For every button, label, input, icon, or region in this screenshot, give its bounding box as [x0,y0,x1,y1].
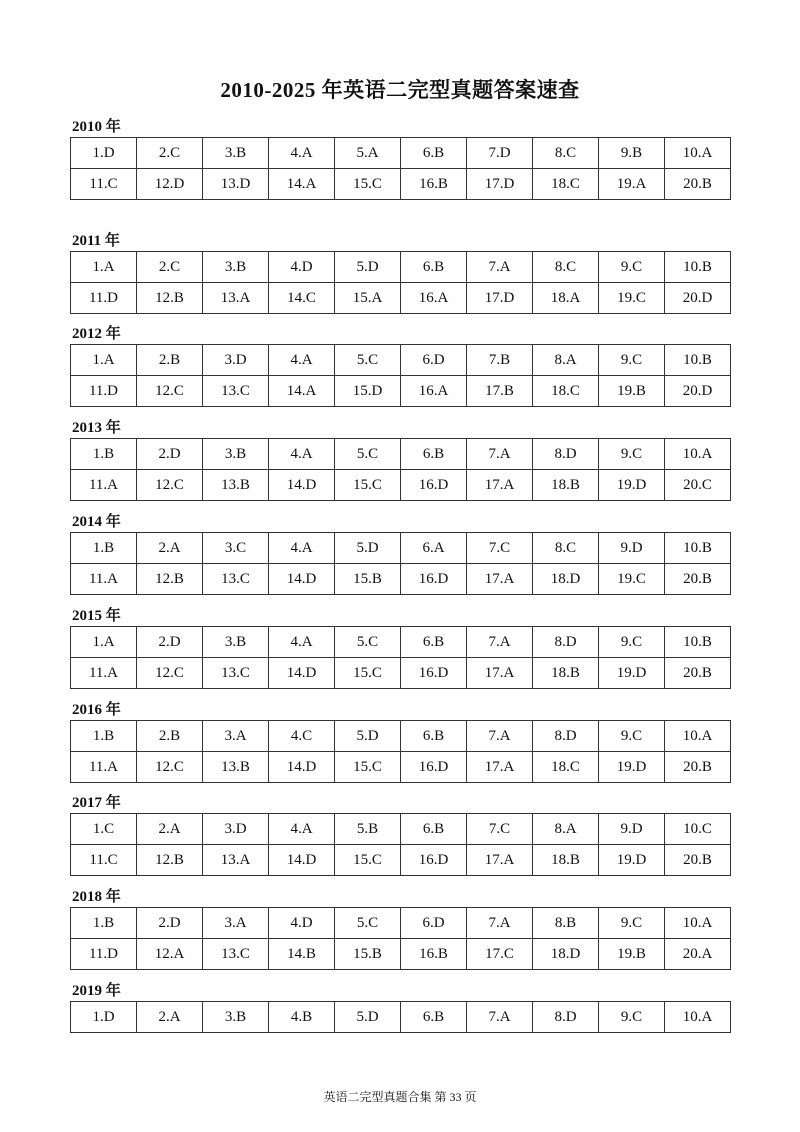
answer-cell: 2.A [137,1002,203,1033]
answer-cell: 16.B [401,939,467,970]
answer-cell: 1.B [71,721,137,752]
answer-cell: 15.C [335,470,401,501]
answer-cell: 6.A [401,533,467,564]
answer-cell: 10.B [665,252,731,283]
answer-cell: 16.D [401,752,467,783]
answer-cell: 8.C [533,138,599,169]
answer-cell: 9.D [599,533,665,564]
answer-cell: 12.C [137,658,203,689]
year-label: 2011 年 [72,233,120,249]
answer-cell: 14.D [269,470,335,501]
answer-cell: 12.B [137,845,203,876]
year-section [70,117,732,200]
answer-cell: 1.D [71,138,137,169]
answer-row [71,752,731,783]
answer-cell: 17.B [467,376,533,407]
answer-cell: 4.A [269,345,335,376]
answer-cell: 4.A [269,439,335,470]
answer-table [70,344,731,407]
answer-cell: 1.B [71,908,137,939]
answer-cell: 10.A [665,439,731,470]
answer-cell: 10.A [665,721,731,752]
answer-row [71,564,731,595]
answer-cell: 18.B [533,658,599,689]
answer-cell: 6.B [401,439,467,470]
answer-cell: 10.B [665,627,731,658]
answer-cell: 14.D [269,752,335,783]
answer-cell: 2.D [137,439,203,470]
answer-cell: 10.C [665,814,731,845]
answer-row [71,169,731,200]
answer-cell: 16.B [401,169,467,200]
year-label: 2013 年 [72,420,121,436]
answer-cell: 3.D [203,345,269,376]
year-label: 2016 年 [72,702,121,718]
answer-cell: 16.D [401,658,467,689]
answer-cell: 6.B [401,627,467,658]
answer-cell: 14.D [269,658,335,689]
answer-cell: 6.B [401,252,467,283]
answer-cell: 17.A [467,658,533,689]
answer-row [71,345,731,376]
answer-cell: 7.A [467,908,533,939]
answer-cell: 4.A [269,814,335,845]
answer-cell: 8.D [533,627,599,658]
answer-cell: 5.B [335,814,401,845]
answer-cell: 15.C [335,752,401,783]
answer-cell: 20.D [665,283,731,314]
answer-cell: 2.A [137,814,203,845]
answer-table [70,626,731,689]
answer-cell: 15.B [335,939,401,970]
answer-cell: 16.D [401,470,467,501]
answer-cell: 20.B [665,564,731,595]
answer-cell: 6.B [401,1002,467,1033]
answer-row [71,252,731,283]
answer-cell: 20.D [665,376,731,407]
answer-row [71,376,731,407]
year-label: 2019 年 [72,983,121,999]
answer-cell: 18.C [533,752,599,783]
answer-cell: 3.B [203,1002,269,1033]
answer-cell: 4.D [269,908,335,939]
answer-cell: 4.B [269,1002,335,1033]
answer-cell: 10.A [665,1002,731,1033]
answer-cell: 11.C [71,169,137,200]
answer-table [70,438,731,501]
answer-cell: 7.D [467,138,533,169]
answer-table [70,532,731,595]
answer-cell: 5.D [335,721,401,752]
answer-cell: 7.A [467,721,533,752]
answer-cell: 2.B [137,721,203,752]
answer-cell: 11.D [71,283,137,314]
answer-cell: 5.C [335,345,401,376]
answer-table [70,137,731,200]
answer-cell: 11.A [71,752,137,783]
answer-cell: 1.D [71,1002,137,1033]
answer-cell: 15.C [335,845,401,876]
answer-cell: 18.D [533,564,599,595]
answer-cell: 5.D [335,533,401,564]
answer-cell: 12.C [137,470,203,501]
answer-cell: 15.B [335,564,401,595]
year-section [70,700,732,783]
answer-cell: 19.B [599,939,665,970]
answer-cell: 11.A [71,470,137,501]
answer-cell: 19.D [599,845,665,876]
answer-cell: 8.D [533,439,599,470]
answer-row [71,470,731,501]
answer-cell: 19.A [599,169,665,200]
answer-cell: 7.C [467,814,533,845]
answer-cell: 15.A [335,283,401,314]
answer-cell: 3.B [203,138,269,169]
answer-cell: 18.B [533,845,599,876]
answer-cell: 5.C [335,627,401,658]
year-section [70,418,732,501]
year-section [70,512,732,595]
answer-cell: 1.B [71,439,137,470]
answer-cell: 11.A [71,658,137,689]
answer-cell: 6.D [401,345,467,376]
answer-table [70,907,731,970]
answer-cell: 15.D [335,376,401,407]
answer-cell: 17.C [467,939,533,970]
answer-cell: 9.C [599,345,665,376]
answer-cell: 2.C [137,138,203,169]
answer-row [71,814,731,845]
answer-table [70,251,731,314]
answer-row [71,658,731,689]
answer-cell: 2.D [137,627,203,658]
answer-cell: 16.D [401,845,467,876]
answer-cell: 4.C [269,721,335,752]
answer-cell: 13.A [203,283,269,314]
year-section [70,981,732,1033]
answer-cell: 13.D [203,169,269,200]
answer-cell: 19.D [599,658,665,689]
answer-cell: 7.B [467,345,533,376]
answer-cell: 6.B [401,138,467,169]
answer-row [71,283,731,314]
page-footer: 英语二完型真题合集 第 33 页 [323,1090,477,1104]
answer-cell: 13.A [203,845,269,876]
answer-cell: 13.C [203,564,269,595]
year-section [70,793,732,876]
answer-cell: 1.A [71,345,137,376]
answer-cell: 19.D [599,470,665,501]
answer-cell: 2.A [137,533,203,564]
answer-cell: 20.B [665,752,731,783]
answer-cell: 7.A [467,252,533,283]
answer-cell: 20.A [665,939,731,970]
answer-cell: 7.A [467,439,533,470]
year-label: 2010 年 [72,119,121,135]
answer-cell: 3.D [203,814,269,845]
answer-cell: 15.C [335,169,401,200]
answer-cell: 14.D [269,845,335,876]
answer-cell: 6.B [401,814,467,845]
answer-cell: 13.C [203,376,269,407]
answer-cell: 2.D [137,908,203,939]
answer-cell: 9.C [599,252,665,283]
answer-cell: 2.B [137,345,203,376]
answer-cell: 8.C [533,533,599,564]
year-section [70,606,732,689]
answer-cell: 13.B [203,470,269,501]
answer-cell: 4.A [269,138,335,169]
answer-cell: 10.B [665,345,731,376]
answer-cell: 11.A [71,564,137,595]
answer-cell: 9.C [599,1002,665,1033]
answer-cell: 12.B [137,564,203,595]
answer-cell: 7.A [467,627,533,658]
answer-cell: 1.C [71,814,137,845]
answer-cell: 9.B [599,138,665,169]
answer-cell: 6.D [401,908,467,939]
answer-cell: 11.C [71,845,137,876]
answer-cell: 16.A [401,283,467,314]
answer-cell: 19.C [599,564,665,595]
answer-cell: 14.A [269,169,335,200]
answer-cell: 12.B [137,283,203,314]
answer-cell: 17.A [467,564,533,595]
answer-table [70,813,731,876]
answer-table [70,1001,731,1033]
answer-row [71,138,731,169]
answer-cell: 9.C [599,721,665,752]
answer-cell: 20.B [665,658,731,689]
answer-row [71,1002,731,1033]
answer-row [71,439,731,470]
answer-cell: 3.A [203,721,269,752]
answer-cell: 18.C [533,169,599,200]
answer-cell: 17.A [467,752,533,783]
answer-cell: 4.A [269,627,335,658]
answer-cell: 19.D [599,752,665,783]
answer-cell: 12.C [137,376,203,407]
year-label: 2012 年 [72,326,121,342]
answer-cell: 8.D [533,721,599,752]
answer-cell: 1.A [71,252,137,283]
answer-cell: 3.B [203,439,269,470]
answer-cell: 5.C [335,908,401,939]
answer-cell: 17.A [467,470,533,501]
answer-cell: 8.D [533,1002,599,1033]
answer-cell: 12.D [137,169,203,200]
answer-cell: 10.A [665,908,731,939]
answer-cell: 16.A [401,376,467,407]
answer-cell: 7.A [467,1002,533,1033]
answer-cell: 8.A [533,814,599,845]
answer-cell: 15.C [335,658,401,689]
answer-cell: 9.C [599,627,665,658]
answer-cell: 14.A [269,376,335,407]
answer-cell: 12.A [137,939,203,970]
year-section [70,887,732,970]
answer-cell: 3.B [203,252,269,283]
answer-cell: 5.D [335,252,401,283]
answer-row [71,939,731,970]
answer-cell: 8.B [533,908,599,939]
answer-cell: 12.C [137,752,203,783]
answer-cell: 4.A [269,533,335,564]
year-label: 2017 年 [72,795,121,811]
answer-cell: 8.A [533,345,599,376]
answer-cell: 17.D [467,169,533,200]
answer-cell: 10.A [665,138,731,169]
answer-cell: 1.A [71,627,137,658]
answer-cell: 7.C [467,533,533,564]
answer-cell: 5.C [335,439,401,470]
answer-cell: 3.C [203,533,269,564]
answer-cell: 3.B [203,627,269,658]
answer-cell: 13.C [203,939,269,970]
answer-cell: 14.B [269,939,335,970]
answer-cell: 19.B [599,376,665,407]
answer-cell: 17.A [467,845,533,876]
answer-row [71,845,731,876]
answer-cell: 20.B [665,845,731,876]
answer-cell: 18.A [533,283,599,314]
answer-cell: 9.C [599,439,665,470]
answer-cell: 20.C [665,470,731,501]
answer-cell: 10.B [665,533,731,564]
year-label: 2015 年 [72,608,121,624]
year-section [70,324,732,407]
answer-cell: 6.B [401,721,467,752]
answer-row [71,908,731,939]
answer-cell: 8.C [533,252,599,283]
answer-cell: 20.B [665,169,731,200]
answer-cell: 13.B [203,752,269,783]
answer-cell: 9.C [599,908,665,939]
answer-cell: 1.B [71,533,137,564]
answer-cell: 11.D [71,376,137,407]
year-section [70,231,732,314]
answer-row [71,627,731,658]
year-label: 2018 年 [72,889,121,905]
answer-row [71,721,731,752]
answer-cell: 19.C [599,283,665,314]
answer-cell: 2.C [137,252,203,283]
answer-cell: 11.D [71,939,137,970]
answer-cell: 14.D [269,564,335,595]
year-label: 2014 年 [72,514,121,530]
answer-cell: 5.D [335,1002,401,1033]
answer-cell: 13.C [203,658,269,689]
answer-cell: 4.D [269,252,335,283]
answer-table [70,720,731,783]
answer-cell: 16.D [401,564,467,595]
answer-cell: 17.D [467,283,533,314]
answer-cell: 3.A [203,908,269,939]
answer-cell: 9.D [599,814,665,845]
answer-cell: 18.C [533,376,599,407]
answer-row [71,533,731,564]
answer-cell: 18.B [533,470,599,501]
answer-cell: 18.D [533,939,599,970]
page-title: 2010-2025 年英语二完型真题答案速查 [220,78,580,102]
answer-cell: 14.C [269,283,335,314]
answer-cell: 5.A [335,138,401,169]
